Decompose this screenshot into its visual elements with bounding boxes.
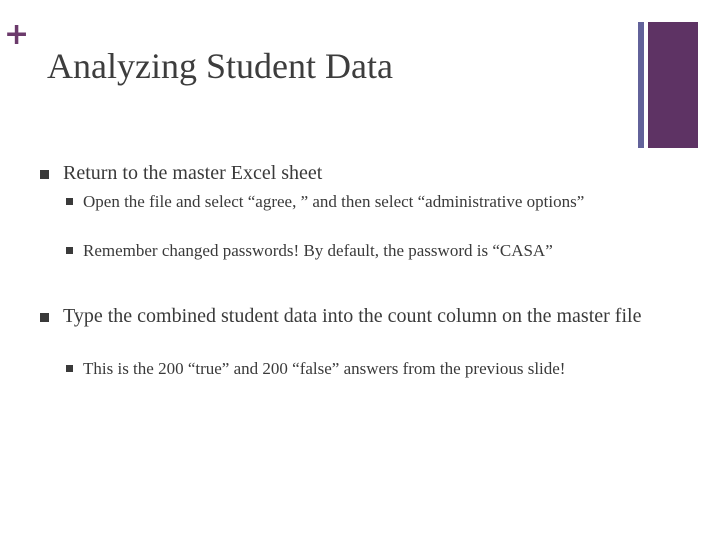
sub-bullet-square-icon — [66, 365, 73, 372]
accent-bar-wide — [648, 22, 698, 148]
sub-bullet-square-icon — [66, 247, 73, 254]
bullet-text: Type the combined student data into the count column on the master file — [63, 305, 642, 327]
slide-title: Analyzing Student Data — [47, 46, 393, 86]
sub-bullet-text: Open the file and select “agree, ” and then select “administrative options” — [83, 192, 585, 211]
accent-bar-thin — [638, 22, 644, 148]
bullet-square-icon — [40, 170, 49, 179]
sub-bullet-text: This is the 200 “true” and 200 “false” answers from the previous slide! — [83, 359, 566, 378]
bullet-square-icon — [40, 313, 49, 322]
plus-icon: + — [4, 17, 30, 52]
bullet-text: Return to the master Excel sheet — [63, 162, 323, 184]
sub-bullet-square-icon — [66, 198, 73, 205]
sub-bullet-text: Remember changed passwords! By default, the password is “CASA” — [83, 241, 553, 260]
